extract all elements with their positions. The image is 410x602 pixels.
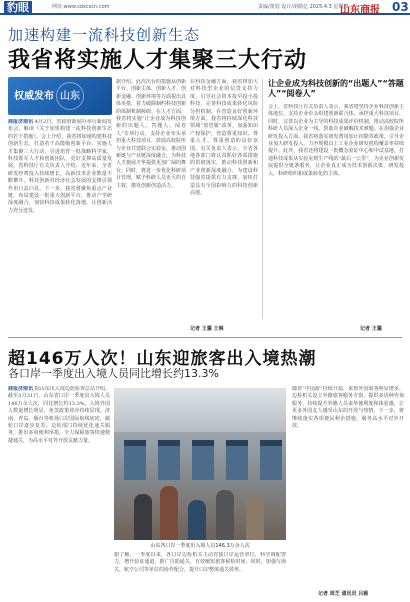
second-body-2: 据了解，一季度以来，各口岸边检机关主动对接口岸运营单位，科学调配警力，增开验证通道，推广自助通关，有效缩短旅客候检时间。同时，加强与海关、航空公司等单位的协作配合，提升口岸整体通关效率。 [114,552,286,573]
lead-body-3: 在科技金融方面，我省将加大对科技型企业的信贷支持力度，引导社会资本投早投小投科技，完善科技成果转化风险分担机制。在营造良好创新环境方面，我省将持续深化科技领域“放管服”改革，加强知识产权保护，营造尊重知识、尊重人才、尊重创造的良好氛围。有关负责人表示，全省各地各部门将认真抓好各项措施的贯彻落实，推动科技创新和产业创新深度融合，为建设科技强省提供有力支撑，加快打造具有全国影响力的科技创新高地。 [190,79,258,197]
second-column-1 [8,386,110,596]
side-author: 记者 王骥 [360,326,382,332]
lead-author: 记者 王骥 王琳 [190,326,224,332]
photo-booth [192,440,214,480]
lead-body-2: 据介绍，此次出台的措施从创新平台、创新主体、创新人才、创新金融、创新环境等方面提出具体举措，着力破除制约科技创新的体制机制障碍。在人才方面，我省将实施“让企业成为科技创新的出题人、答题人、阅卷人”专项行动，支持企业牵头承担重大科技项目，鼓励高校院所与企业共建联合实验室，推动创新链与产业链深度融合，为科技人才施展才华提供更加广阔的舞台。同时，将进一步优化科研项目管理，赋予科研人员更大的自主权，激发创新创造活力。 [116,79,186,189]
page-meta: 责编/策划 设计/胡睛亿 2025.4.3 星期四 [258,4,349,10]
banner-label: 权威发布 [14,91,54,102]
newspaper-logo: 豹眼 [4,1,32,14]
photo-booth [124,440,146,480]
lead-kicker: 加速构建一流科技创新生态 [8,26,201,44]
side-headline: 让企业成为科技创新的“出题人”“答题人”“阅卷人” [268,79,404,98]
photo-traveler [216,490,234,540]
photo-traveler [160,486,178,540]
lead-dateline: 商报济南讯 [8,119,34,125]
photo-traveler [188,500,206,540]
page-header [0,0,410,15]
second-body-1: 据山东出入境边防检查总站介绍，截至3月31日，山东省口岸一季度出入境人员146万余人次，同比增长约13.3%。入境外国人数量增长明显，免签政策效应持续显现。济南、青岛、烟台等机场口岸国际航线加密，邮轮口岸逐步复苏。边检部门持续优化通关服务，推出多项便利举措，全力保障旅客快速便捷通关，为高水平对外开放贡献力量。 [8,386,110,444]
photo-caption: 山东各口岸一季度出入境人员146.3万余人次 [150,543,250,549]
second-column-2 [114,552,286,598]
second-headline: 超146万人次！山东迎旅客出入境热潮 [8,349,317,369]
second-author: 记者 周芝 通讯员 吕颖 [318,591,369,597]
photo-booth [158,440,180,480]
page-number: 03 [392,0,409,14]
lead-column-1 [8,119,112,331]
authority-release-banner [8,77,112,115]
second-body-3: 随着“中国游”持续升温，来鲁外国旅客明显增多。边检机关设立外籍旅客服务专窗，提供多语种咨询服务，持续提升外籍人员来华便利度和体验感，让更多外国友人感受山东的开放与热情。下一步，将继续落实各项便民利企措施，服务高水平对外开放。 [292,386,404,430]
section-rule [8,337,402,338]
lead-column-2 [116,79,186,331]
second-dateline: 商报济南讯 [8,386,34,392]
lead-body-1: 4月2日，省政府新闻办举行新闻发布会，解读《关于加快构建一流科技创新生态的若干措施》。会上介绍，我省将加速构建科技创新生态，打造若干高能级创新平台，实施人才集聚三大行动，引进培育一批战略科学家、科技领军人才和创新团队，更好支撑高质量发展。省科技厅有关负责人介绍，近年来，全省研发经费投入持续增长，高新技术企业数量不断攀升，科技创新对经济社会发展的支撑引领作用日益凸显。下一步，我省将聚焦重点产业链，布局建设一批重大创新平台，推动产学研深度融合，加快科技成果转化落地，让创新活力充分迸发。 [8,119,112,214]
lead-headline: 我省将实施人才集聚三大行动 [8,48,308,73]
side-body: 会上，省科技厅有关负责人表示，我省将坚持企业科技创新主体地位，支持企业牵头组建创新联合体，承担重大科技项目。同时，完善以企业为主导的科技成果评价机制，推动高校院所科研人员深入企业一线，帮助企业破解技术难题。在加强企业研发投入方面，我省将落实研发费用加计扣除等政策，引导企业加大研发投入，力争规模以上工业企业研发机构覆盖率持续提升。此外，我省还将建设一批概念验证中心和中试基地，打通科技成果从实验室到生产线的“最后一公里”，为企业创新发展提供全链条服务，让企业真正成为技术创新决策、研发投入、科研组织和成果转化的主体。 [268,104,404,177]
lead-column-3 [190,79,258,323]
second-column-3 [292,386,404,586]
website-url: 网址:www.sdxcxcn.com [52,4,110,10]
photo-ceiling [114,388,286,432]
banner-province: 山东 [60,91,80,102]
photo-booth [260,440,282,480]
photo-traveler [246,496,264,540]
airport-border-check-photo [114,388,286,540]
column-divider [262,79,263,319]
second-subhead: 各口岸一季度出入境人员同比增长约13.3% [8,367,219,380]
side-column [268,104,404,322]
section-name: 山东商报 [340,5,380,16]
photo-booth [226,440,248,480]
photo-traveler [134,494,152,540]
